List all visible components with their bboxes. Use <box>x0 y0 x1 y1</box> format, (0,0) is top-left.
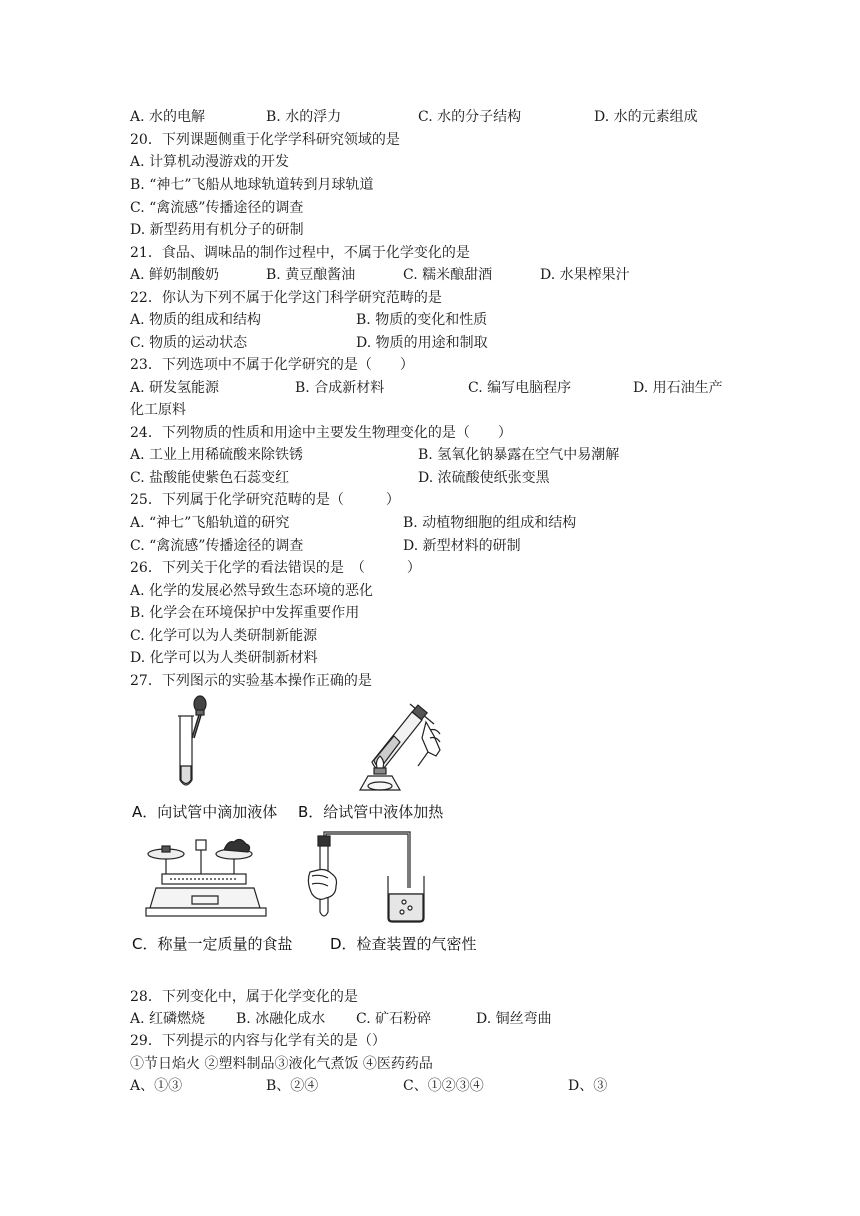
q27-stem: 27．下列图示的实验基本操作正确的是 <box>130 673 372 689</box>
q26-option-a: A. 化学的发展必然导致生态环境的恶化 <box>130 583 374 599</box>
q23-option-d-wrap: 化工原料 <box>130 402 186 418</box>
q22-option-c: C. 物质的运动状态 <box>130 335 248 351</box>
q29-option-c: C、①②③④ <box>403 1078 484 1094</box>
q24-option-c: C. 盐酸能使紫色石蕊变红 <box>130 470 290 486</box>
q20-option-b: B. “神七”飞船从地球轨道转到月球轨道 <box>130 177 374 193</box>
q24-option-b: B. 氢氧化钠暴露在空气中易潮解 <box>418 447 620 463</box>
q21-option-c: C. 糯米酿甜酒 <box>403 267 493 283</box>
q25-option-a: A. “神七”飞船轨道的研究 <box>130 515 290 531</box>
q23-option-d: D. 用石油生产 <box>633 380 723 396</box>
q26-option-d: D. 化学可以为人类研制新材料 <box>130 650 318 666</box>
q23-option-a: A. 研发氢能源 <box>130 380 220 396</box>
q19-option-c: C. 水的分子结构 <box>418 109 522 125</box>
q27-caption-a: A．向试管中滴加液体 <box>132 803 278 821</box>
q26-stem: 26．下列关于化学的看法错误的是 （ ） <box>130 560 421 576</box>
q24-option-a: A. 工业上用稀硫酸来除铁锈 <box>130 447 304 463</box>
q27-caption-c: C．称量一定质量的食盐 <box>132 935 293 953</box>
q22-stem: 22．你认为下列不属于化学这门科学研究范畴的是 <box>130 290 442 306</box>
q27-caption-d: D．检查装置的气密性 <box>330 935 477 953</box>
q23-option-c: C. 编写电脑程序 <box>468 380 572 396</box>
q21-option-a: A. 鲜奶制酸奶 <box>130 267 220 283</box>
q19-option-d: D. 水的元素组成 <box>594 109 698 125</box>
airtightness-check-figure <box>304 832 424 928</box>
q24-stem: 24．下列物质的性质和用途中主要发生物理变化的是（ ） <box>130 425 512 441</box>
q20-option-c: C. “禽流感”传播途径的调查 <box>130 200 304 216</box>
q19-option-a: A. 水的电解 <box>130 109 206 125</box>
q25-option-b: B. 动植物细胞的组成和结构 <box>403 515 577 531</box>
q29-option-b: B、②④ <box>266 1078 319 1094</box>
q28-option-d: D. 铜丝弯曲 <box>476 1011 552 1027</box>
q24-option-d: D. 浓硫酸使纸张变黑 <box>418 470 550 486</box>
q28-option-c: C. 矿石粉碎 <box>356 1011 432 1027</box>
heating-test-tube-figure <box>330 694 450 798</box>
q28-option-a: A. 红磷燃烧 <box>130 1011 206 1027</box>
q21-option-b: B. 黄豆酿酱油 <box>266 267 356 283</box>
q26-option-b: B. 化学会在环境保护中发挥重要作用 <box>130 605 360 621</box>
q20-option-a: A. 计算机动漫游戏的开发 <box>130 154 290 170</box>
q22-option-d: D. 物质的用途和制取 <box>356 335 488 351</box>
q27-caption-b: B．给试管中液体加热 <box>298 803 444 821</box>
q22-option-a: A. 物质的组成和结构 <box>130 312 262 328</box>
q29-stem: 29．下列提示的内容与化学有关的是（） <box>130 1033 386 1049</box>
q22-option-b: B. 物质的变化和性质 <box>356 312 488 328</box>
q23-option-b: B. 合成新材料 <box>295 380 385 396</box>
q19-option-b: B. 水的浮力 <box>266 109 342 125</box>
q28-option-b: B. 冰融化成水 <box>236 1011 326 1027</box>
q25-stem: 25．下列属于化学研究范畴的是（ ） <box>130 492 400 508</box>
q20-stem: 20．下列课题侧重于化学学科研究领域的是 <box>130 132 400 148</box>
q25-option-c: C. “禽流感”传播途径的调查 <box>130 538 304 554</box>
balance-scale-figure <box>142 834 270 924</box>
q21-option-d: D. 水果榨果汁 <box>540 267 630 283</box>
q28-stem: 28．下列变化中，属于化学变化的是 <box>130 989 358 1005</box>
q29-option-a: A、①③ <box>130 1078 183 1094</box>
dropper-test-tube-figure <box>168 694 228 794</box>
q20-option-d: D. 新型药用有机分子的研制 <box>130 222 304 238</box>
q29-items: ①节日焰火 ②塑料制品③液化气煮饭 ④医药药品 <box>130 1056 433 1072</box>
q21-stem: 21．食品、调味品的制作过程中，不属于化学变化的是 <box>130 245 470 261</box>
q29-option-d: D、③ <box>568 1078 608 1094</box>
q26-option-c: C. 化学可以为人类研制新能源 <box>130 628 318 644</box>
q23-stem: 23．下列选项中不属于化学研究的是（ ） <box>130 357 414 373</box>
q25-option-d: D. 新型材料的研制 <box>403 538 521 554</box>
